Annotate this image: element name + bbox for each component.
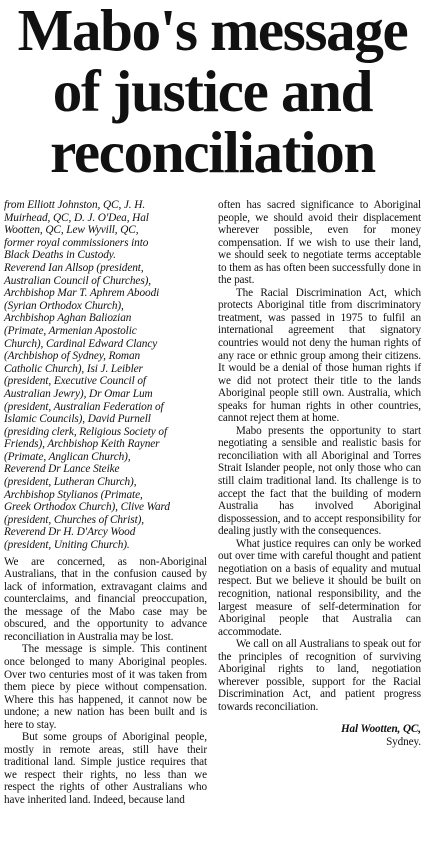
signatory-line: Black Deaths in Custody.: [4, 249, 116, 262]
signatory-line: (president, Churches of Christ),: [4, 513, 144, 526]
signature-name: Hal Wootten, QC,: [340, 723, 421, 736]
headline-line: of justice and: [52, 58, 373, 124]
body-paragraph: The message is simple. This continent once belonged to many Aboriginal peoples. Over two centuries most of it was taken from them piece by piece without compensation. Where this has happened, it cannot now be undone; a new nation has been built and is here to stay.: [4, 643, 207, 731]
signatories-list: [4, 199, 207, 552]
body-paragraph: often has sacred significance to Aboriginal people, we should avoid their displacement wherever possible, even for money compensation. If we wish to use their land, we should seek to negotiate terms acceptable to them as has often been successfully done in the past.: [218, 199, 421, 287]
signatory-line: Friends), Archbishop Keith Rayner: [4, 438, 160, 451]
signatory-line: Wootten, QC, Lew Wyvill, QC,: [4, 224, 139, 237]
body-paragraph: Mabo presents the opportunity to start negotiating a sensible and realistic basis for reconciliation with all Aboriginal and Torres Strait Islander people, not only those who can still claim traditional land. Its challenge is to accept the fact that the building of modern Australia has involved Aboriginal dispossession, and to accept responsibility for dealing justly with the consequences.: [218, 424, 421, 538]
signatory-line: Archbishop Aghan Baliozian: [4, 312, 132, 325]
signatory-line: Australian Council of Churches),: [4, 274, 152, 287]
signatory-line: Reverend Dr Lance Steike: [4, 463, 120, 476]
signatory-line: Reverend Dr H. D'Arcy Wood: [4, 526, 136, 539]
signatory-line: Archbishop Stylianos (Primate,: [4, 488, 143, 501]
left-column: [4, 199, 207, 807]
signatory-line: Catholic Church), Isi J. Leibler: [4, 362, 143, 375]
signatory-line: (president, Lutheran Church),: [4, 476, 137, 489]
signatory-line: Greek Orthodox Church), Clive Ward: [4, 501, 170, 514]
signatory-line: Church), Cardinal Edward Clancy: [4, 337, 158, 350]
signatory-line: (presiding clerk, Religious Society of: [4, 425, 167, 438]
headline-line: reconciliation: [50, 119, 375, 184]
signatory-line: Reverend Ian Allsop (president,: [4, 261, 144, 274]
signatory-line: Archbishop Mar T. Aphrem Aboodi: [4, 287, 160, 300]
body-paragraph: What justice requires can only be worked out over time with careful thought and patient negotiation on a basis of equality and mutual respect. But we believe it should be built on recognition, national responsibility, and the largest measure of self-determination for Aboriginal people that Australia can accommodate.: [218, 537, 421, 638]
signatory-line: Muirhead, QC, D. J. O'Dea, Hal: [4, 211, 149, 224]
signature-block: [218, 723, 421, 749]
body-paragraph: We call on all Australians to speak out for the principles of recognition of surviving Aboriginal rights to land, negotiation wherever possible, support for the Racial Discrimination Act, and patient progress towards reconciliation.: [218, 638, 421, 713]
signatory-line: (president, Uniting Church).: [4, 539, 130, 552]
signatory-line: (Primate, Anglican Church),: [4, 450, 131, 463]
headline-line: Mabo's message: [17, 0, 408, 63]
signatory-line: (president, Executive Council of: [4, 375, 146, 388]
signatory-line: Islamic Councils), David Purnell: [4, 413, 151, 426]
signatory-line: (Archbishop of Sydney, Roman: [4, 350, 141, 363]
body-paragraph: But some groups of Aboriginal people, mostly in remote areas, still have their traditional land. Simple justice requires that we respect their rights, no less than we respect the rights of other Australians who have inherited land. Indeed, because land: [4, 731, 207, 807]
signatory-line: (Syrian Orthodox Church),: [4, 299, 124, 312]
signatory-line: former royal commissioners into: [4, 236, 149, 249]
signatory-line: (president, Australian Federation of: [4, 400, 164, 413]
right-column: [218, 199, 421, 807]
body-paragraph: We are concerned, as non-Aboriginal Australians, that in the confusion caused by lack of information, extravagant claims and counterclaims, and financial preoccupation, the message of the Mabo case may be obscured, and the opportunity to advance reconciliation in Australia may be lost.: [4, 555, 207, 643]
signatory-line: from Elliott Johnston, QC, J. H.: [4, 199, 146, 211]
body-paragraph: The Racial Discrimination Act, which protects Aboriginal title from discriminatory treatment, was passed in 1975 to fulfil an international agreement that signatory countries would not deny the human rights of any race or ethnic group among their citizens. It would be a denial of those human rights if we did not protect their title to the lands Aboriginal people still own. Australia, which speaks for human rights in other countries, cannot reject them at home.: [218, 286, 421, 425]
article-columns: [4, 199, 421, 807]
headline: [4, 0, 421, 184]
signatory-line: Australian Jewry), Dr Omar Lum: [4, 387, 153, 400]
signatory-line: (Primate, Armenian Apostolic: [4, 324, 137, 337]
signature-city: Sydney.: [386, 736, 421, 749]
